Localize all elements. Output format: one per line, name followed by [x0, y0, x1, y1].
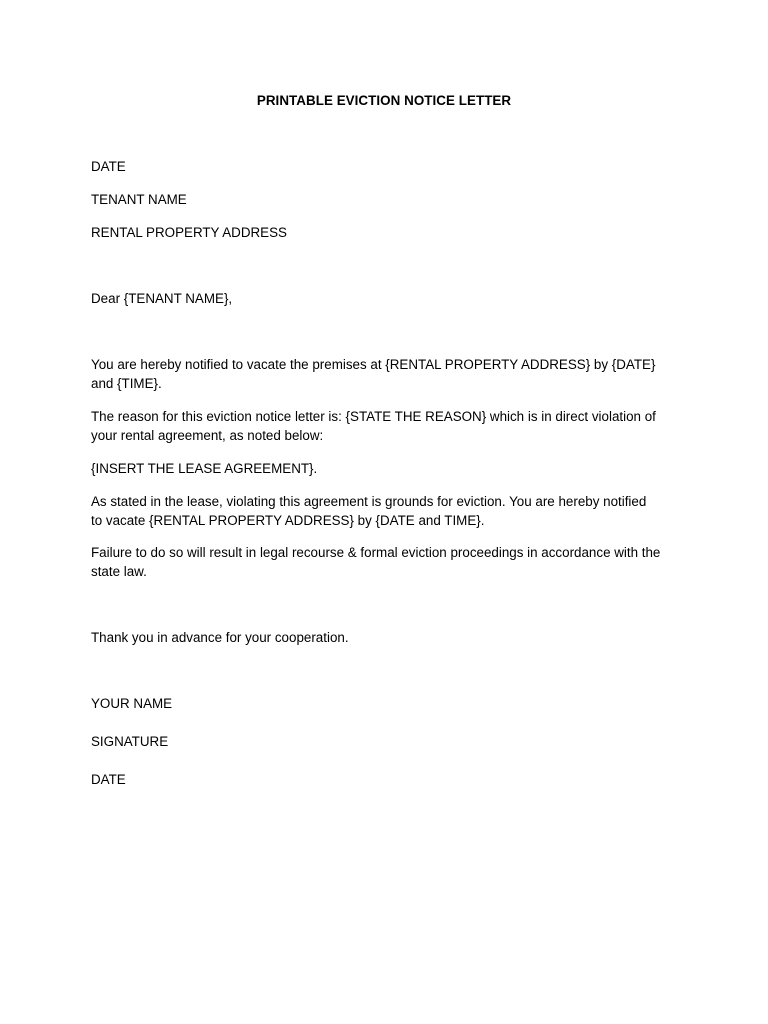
failure-line-2: state law. — [91, 564, 147, 579]
header-rental-address: RENTAL PROPERTY ADDRESS — [91, 225, 287, 240]
header-tenant-name: TENANT NAME — [91, 192, 187, 207]
notice-line-2: and {TIME}. — [91, 376, 162, 391]
notice-line-1: You are hereby notified to vacate the premises at {RENTAL PROPERTY ADDRESS} by {DATE} — [91, 357, 656, 372]
notice-paragraph — [91, 355, 691, 393]
closing-line: Thank you in advance for your cooperation. — [91, 630, 349, 645]
salutation: Dear {TENANT NAME}, — [91, 291, 233, 306]
failure-paragraph — [91, 543, 691, 581]
header-date: DATE — [91, 159, 126, 174]
grounds-paragraph — [91, 492, 691, 530]
failure-line-1: Failure to do so will result in legal recourse & formal eviction proceedings in accordance with the — [91, 545, 661, 560]
document-title: PRINTABLE EVICTION NOTICE LETTER — [256, 93, 512, 108]
lease-paragraph: {INSERT THE LEASE AGREEMENT}. — [91, 461, 318, 476]
signoff-your-name: YOUR NAME — [91, 696, 173, 711]
reason-line-2: your rental agreement, as noted below: — [91, 428, 324, 443]
reason-line-1: The reason for this eviction notice letter is: {STATE THE REASON} which is in direct violation of — [91, 409, 656, 424]
reason-paragraph — [91, 407, 691, 445]
signoff-signature: SIGNATURE — [91, 734, 169, 749]
grounds-line-1: As stated in the lease, violating this agreement is grounds for eviction. You are hereby notified — [91, 494, 647, 509]
signoff-date: DATE — [91, 772, 126, 787]
grounds-line-2: to vacate {RENTAL PROPERTY ADDRESS} by {DATE and TIME}. — [91, 513, 485, 528]
